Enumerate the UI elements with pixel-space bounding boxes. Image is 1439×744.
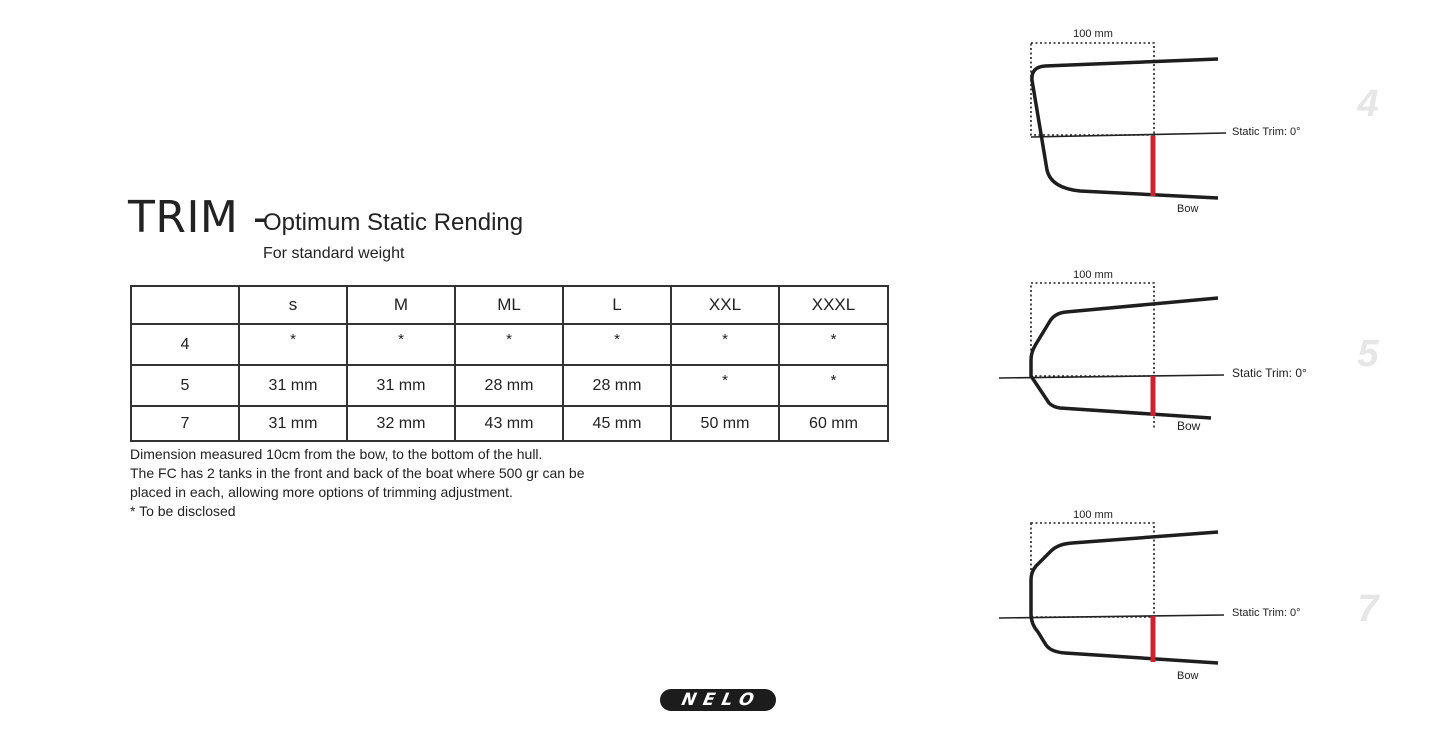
diagram-4 bbox=[1031, 28, 1379, 215]
waterline bbox=[999, 375, 1224, 378]
note-line: Dimension measured 10cm from the bow, to the bottom of the hull. bbox=[130, 446, 543, 462]
static-trim-label: Static Trim: 0° bbox=[1232, 366, 1307, 380]
table-header-row bbox=[131, 286, 888, 324]
dimension-label: 100 mm bbox=[1073, 509, 1113, 521]
table-header: L bbox=[563, 286, 671, 324]
table-cell: 45 mm bbox=[563, 406, 671, 441]
page-subtitle: For standard weight bbox=[263, 245, 405, 262]
waterline bbox=[1031, 133, 1226, 137]
logo-text: NELO bbox=[679, 690, 763, 710]
table-cell: 43 mm bbox=[455, 406, 563, 441]
table-cell: 50 mm bbox=[671, 406, 779, 441]
table-cell: * bbox=[671, 365, 779, 406]
hull-profile bbox=[1031, 532, 1218, 663]
note-line: The FC has 2 tanks in the front and back of the boat where 500 gr can be bbox=[130, 465, 585, 481]
page-title-sub: Optimum Static Rending bbox=[263, 209, 524, 236]
diagram-7 bbox=[999, 509, 1380, 682]
table-cell: * bbox=[671, 324, 779, 365]
notes bbox=[130, 445, 585, 521]
bow-label: Bow bbox=[1177, 203, 1199, 215]
table-cell: 7 bbox=[131, 406, 239, 441]
static-trim-label: Static Trim: 0° bbox=[1232, 607, 1301, 619]
table-cell: 4 bbox=[131, 324, 239, 365]
dimension-box bbox=[1031, 523, 1154, 617]
table-cell: 28 mm bbox=[455, 365, 563, 406]
bow-label: Bow bbox=[1177, 670, 1199, 682]
table-header: ML bbox=[455, 286, 563, 324]
table-row bbox=[131, 406, 888, 441]
page-title: TRIM - bbox=[128, 192, 270, 243]
size-number: 4 bbox=[1357, 83, 1379, 125]
note-line: * To be disclosed bbox=[130, 503, 236, 519]
hull-profile bbox=[1032, 59, 1218, 198]
table-cell: * bbox=[779, 365, 888, 406]
nelo-logo bbox=[660, 689, 776, 711]
table-cell: 32 mm bbox=[347, 406, 455, 441]
note-line: placed in each, allowing more options of trimming adjustment. bbox=[130, 484, 513, 500]
table-cell: 5 bbox=[131, 365, 239, 406]
diagram-5 bbox=[999, 269, 1379, 433]
dimension-box bbox=[1031, 43, 1154, 135]
table-header: M bbox=[347, 286, 455, 324]
table-cell: 60 mm bbox=[779, 406, 888, 441]
table-header: s bbox=[239, 286, 347, 324]
table-cell: 31 mm bbox=[239, 365, 347, 406]
static-trim-label: Static Trim: 0° bbox=[1232, 126, 1301, 138]
table-cell: * bbox=[455, 324, 563, 365]
table-cell: 31 mm bbox=[239, 406, 347, 441]
table-header: XXXL bbox=[779, 286, 888, 324]
table-cell: * bbox=[347, 324, 455, 365]
table-header bbox=[131, 286, 239, 324]
table-cell: 31 mm bbox=[347, 365, 455, 406]
dimension-label: 100 mm bbox=[1073, 28, 1113, 40]
table-cell: * bbox=[779, 324, 888, 365]
waterline bbox=[999, 615, 1224, 618]
bow-label: Bow bbox=[1177, 419, 1201, 433]
table-cell: 28 mm bbox=[563, 365, 671, 406]
table-row bbox=[131, 324, 888, 365]
table-cell: * bbox=[563, 324, 671, 365]
dimension-label: 100 mm bbox=[1073, 269, 1113, 281]
table-row bbox=[131, 365, 888, 406]
table-header: XXL bbox=[671, 286, 779, 324]
size-number: 7 bbox=[1357, 588, 1379, 630]
table-cell: * bbox=[239, 324, 347, 365]
size-number: 5 bbox=[1357, 333, 1379, 375]
dimension-box bbox=[1031, 283, 1154, 376]
trim-table bbox=[130, 285, 889, 442]
hull-profile bbox=[1031, 298, 1218, 418]
